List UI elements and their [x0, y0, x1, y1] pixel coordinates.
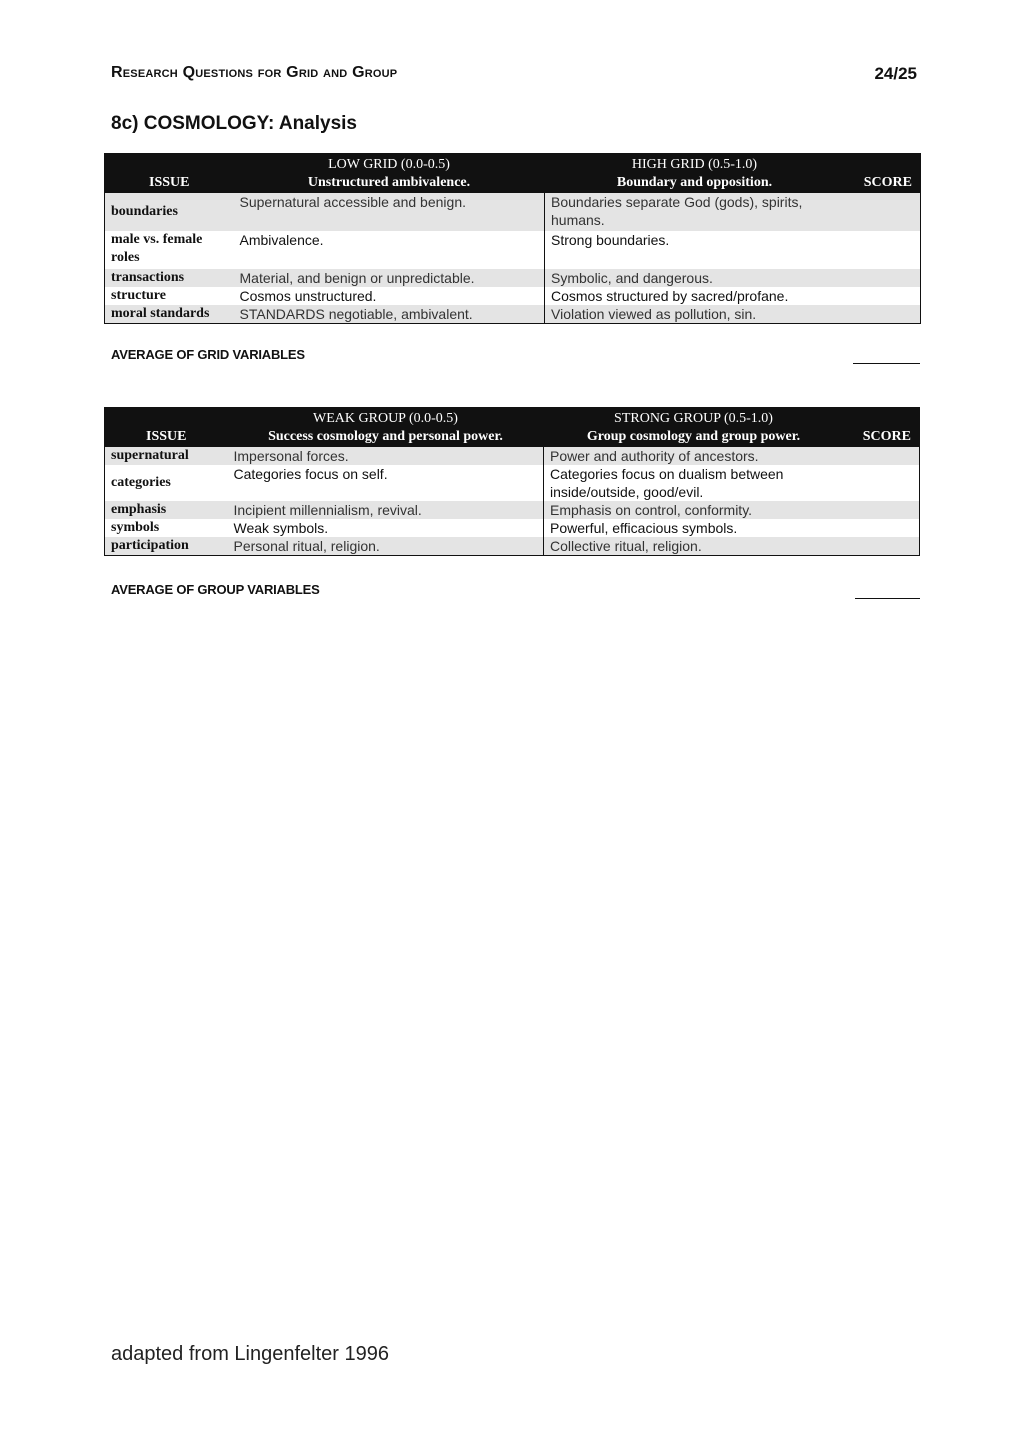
group-table	[104, 407, 920, 556]
row-strong-group: Power and authority of ancestors.	[544, 447, 844, 465]
running-header	[111, 64, 917, 88]
row-score-cell[interactable]	[844, 537, 920, 556]
row-strong-group: Collective ritual, religion.	[544, 537, 844, 556]
row-high-grid: Symbolic, and dangerous.	[545, 269, 845, 287]
row-low-grid: Ambivalence.	[239, 232, 324, 248]
group-header-strong-title: STRONG GROUP (0.5-1.0)	[614, 411, 773, 426]
row-score-cell[interactable]	[845, 231, 921, 269]
row-low-grid: Supernatural accessible and benign.	[234, 193, 545, 231]
table-row	[105, 501, 920, 519]
row-weak-group: Weak symbols.	[233, 520, 329, 536]
row-issue: male vs. female roles	[111, 232, 203, 265]
page-number: 24/25	[874, 64, 917, 83]
row-low-grid: Material, and benign or unpredictable.	[234, 269, 545, 287]
row-high-grid: Cosmos structured by sacred/profane.	[545, 287, 845, 305]
group-header-weak	[228, 408, 544, 448]
row-strong-group: Categories focus on dualism between inside/outside, good/evil.	[544, 465, 844, 501]
row-score-cell[interactable]	[844, 519, 920, 537]
grid-average-label: AVERAGE OF GRID VARIABLES	[111, 347, 305, 362]
group-header-score: SCORE	[844, 408, 920, 448]
row-score-cell[interactable]	[845, 305, 921, 324]
row-issue: categories	[111, 475, 171, 490]
row-weak-group: Impersonal forces.	[228, 447, 544, 465]
row-score-cell[interactable]	[845, 193, 921, 231]
running-title: Research Questions for Grid and Group	[111, 64, 398, 81]
row-score-cell[interactable]	[844, 447, 920, 465]
table-row	[105, 305, 921, 324]
row-strong-group: Emphasis on control, conformity.	[544, 501, 844, 519]
grid-header-issue: ISSUE	[105, 154, 234, 194]
group-header-strong-subtitle: Group cosmology and group power.	[586, 429, 801, 444]
row-issue: supernatural	[105, 447, 228, 465]
table-row	[105, 537, 920, 556]
row-low-grid: Cosmos unstructured.	[239, 288, 377, 304]
row-issue: emphasis	[105, 501, 228, 519]
grid-table-header-row	[105, 154, 921, 194]
row-weak-group: Incipient millennialism, revival.	[228, 501, 544, 519]
group-header-weak-title: WEAK GROUP (0.0-0.5)	[313, 411, 458, 426]
row-issue: moral standards	[105, 305, 234, 324]
row-issue: structure	[111, 288, 166, 303]
table-row	[105, 465, 920, 501]
group-header-strong	[544, 408, 844, 448]
row-issue: boundaries	[105, 193, 234, 231]
footer-credit: adapted from Lingenfelter 1996	[111, 1343, 389, 1365]
row-high-grid: Strong boundaries.	[545, 231, 845, 269]
grid-table	[104, 153, 921, 324]
row-issue: participation	[105, 537, 228, 556]
row-low-grid: STANDARDS negotiable, ambivalent.	[234, 305, 545, 324]
row-weak-group: Categories focus on self.	[233, 466, 388, 482]
grid-header-high-subtitle: Boundary and opposition.	[616, 175, 773, 190]
group-table-header-row	[105, 408, 920, 448]
row-score-cell[interactable]	[844, 501, 920, 519]
grid-average-blank[interactable]	[853, 363, 920, 364]
row-high-grid: Boundaries separate God (gods), spirits, humans.	[545, 193, 845, 231]
row-strong-group: Powerful, efficacious symbols.	[544, 519, 844, 537]
group-average-label: AVERAGE OF GROUP VARIABLES	[111, 582, 320, 597]
group-header-weak-subtitle: Success cosmology and personal power.	[268, 429, 503, 444]
row-issue: transactions	[105, 269, 234, 287]
row-weak-group: Personal ritual, religion.	[228, 537, 544, 556]
grid-header-high-title: HIGH GRID (0.5-1.0)	[631, 157, 758, 172]
section-heading: 8c) COSMOLOGY: Analysis	[111, 113, 357, 134]
table-row	[105, 447, 920, 465]
table-row	[105, 287, 921, 305]
grid-header-low-subtitle: Unstructured ambivalence.	[307, 175, 471, 190]
table-row	[105, 269, 921, 287]
row-score-cell[interactable]	[845, 287, 921, 305]
grid-header-high	[545, 154, 845, 194]
grid-header-low-title: LOW GRID (0.0-0.5)	[328, 157, 450, 172]
group-average-blank[interactable]	[855, 598, 920, 599]
table-row	[105, 231, 921, 269]
grid-header-score: SCORE	[845, 154, 921, 194]
table-row	[105, 193, 921, 231]
row-high-grid: Violation viewed as pollution, sin.	[545, 305, 845, 324]
row-issue: symbols	[111, 520, 160, 535]
table-row	[105, 519, 920, 537]
row-score-cell[interactable]	[844, 465, 920, 501]
grid-header-low	[234, 154, 545, 194]
row-score-cell[interactable]	[845, 269, 921, 287]
group-header-issue: ISSUE	[105, 408, 228, 448]
